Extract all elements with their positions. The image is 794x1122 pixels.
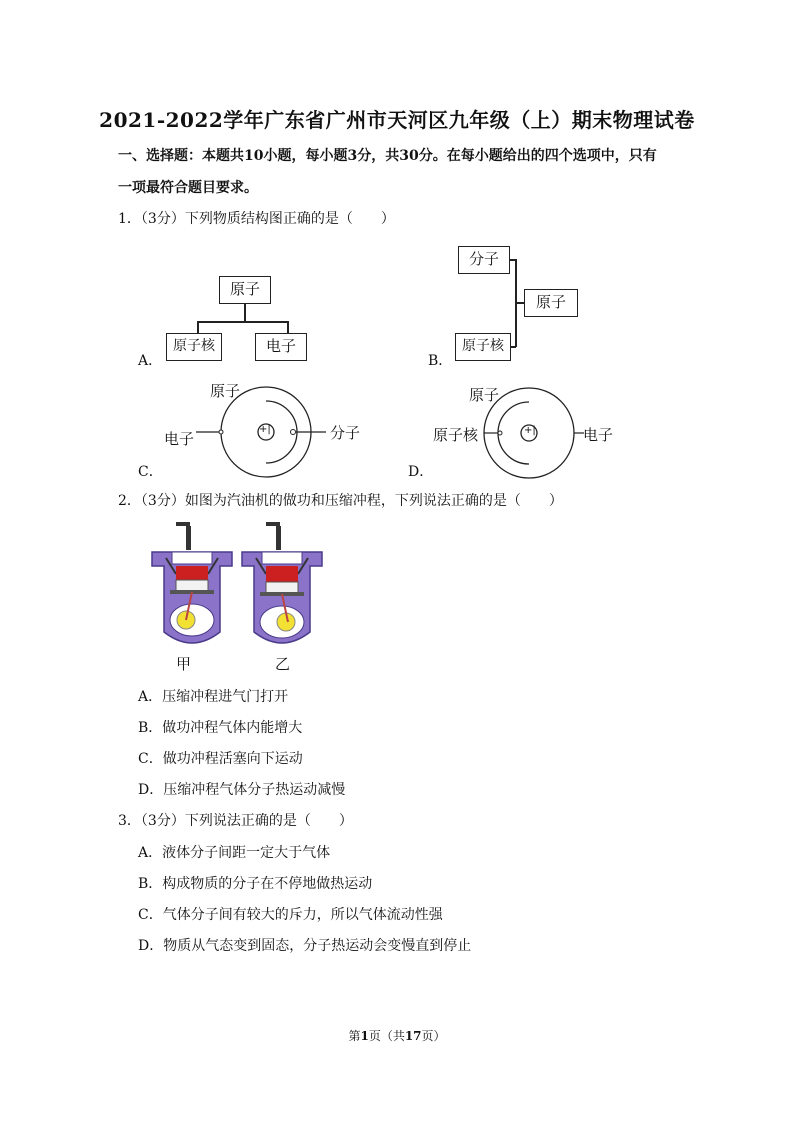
q1b-box-right: 原子	[524, 289, 578, 317]
question-2-stem: 2．（3分）如图为汽油机的做功和压缩冲程，下列说法正确的是（ ）	[118, 493, 563, 509]
footer-page-number: 1	[360, 1029, 369, 1043]
q1b-connector	[515, 302, 524, 304]
q1c-letter: C．	[138, 464, 163, 480]
q1b-box-top: 分子	[458, 246, 510, 274]
engine-label-left: 甲	[176, 655, 192, 673]
q2-option-b: B．做功冲程气体内能增大	[138, 720, 303, 736]
engine-diagram-left	[146, 522, 238, 652]
q1d-label-right: 电子	[583, 426, 614, 444]
q1d-label-left: 原子核	[433, 426, 479, 444]
q3-option-d: D．物质从气态变到固态，分子热运动会变慢直到停止	[138, 938, 472, 954]
page-footer	[0, 1027, 794, 1044]
question-3-stem: 3．（3分）下列说法正确的是（ ）	[118, 813, 353, 829]
q1b-letter: B．	[428, 353, 453, 369]
q2-option-d: D．压缩冲程气体分子热运动减慢	[138, 782, 346, 798]
q1a-letter: A．	[138, 353, 163, 369]
q1c-label-right: 分子	[330, 424, 361, 442]
q1a-connector	[197, 321, 288, 323]
q1d-letter: D．	[408, 464, 434, 480]
q1c-nucleus-label: +|	[259, 424, 271, 435]
q1a-box-top: 原子	[219, 276, 271, 304]
q1a-box-left: 原子核	[166, 333, 222, 361]
q2-option-a: A．压缩冲程进气门打开	[138, 689, 289, 705]
q2-option-c: C．做功冲程活塞向下运动	[138, 751, 303, 767]
page-title: 2021-2022学年广东省广州市天河区九年级（上）期末物理试卷	[99, 108, 695, 132]
q1a-connector	[197, 321, 199, 333]
section-heading-line1: 一、选择题：本题共10小题，每小题3分，共30分。在每小题给出的四个选项中，只有	[118, 148, 657, 164]
q1c-label-left: 电子	[164, 430, 195, 448]
footer-mid: 页（共	[368, 1029, 405, 1043]
question-1-stem: 1．（3分）下列物质结构图正确的是（ ）	[118, 211, 395, 227]
footer-post: 页）	[421, 1029, 446, 1043]
footer-pre: 第	[348, 1029, 361, 1043]
engine-diagram-right	[236, 522, 328, 652]
q1d-label-top: 原子	[469, 386, 500, 404]
footer-total-pages: 17	[404, 1029, 422, 1043]
q1a-connector	[244, 304, 246, 322]
q3-option-a: A．液体分子间距一定大于气体	[138, 845, 331, 861]
section-heading-line2: 一项最符合题目要求。	[118, 180, 258, 196]
q1b-box-bottom: 原子核	[455, 333, 511, 361]
q3-option-c: C．气体分子间有较大的斥力，所以气体流动性强	[138, 907, 443, 923]
q1d-nucleus-label: +|	[524, 425, 536, 436]
q3-option-b: B．构成物质的分子在不停地做热运动	[138, 876, 373, 892]
engine-label-right: 乙	[275, 655, 291, 673]
q1a-connector	[287, 321, 289, 333]
q1a-box-right: 电子	[255, 333, 307, 361]
q1c-label-top: 原子	[210, 382, 241, 400]
